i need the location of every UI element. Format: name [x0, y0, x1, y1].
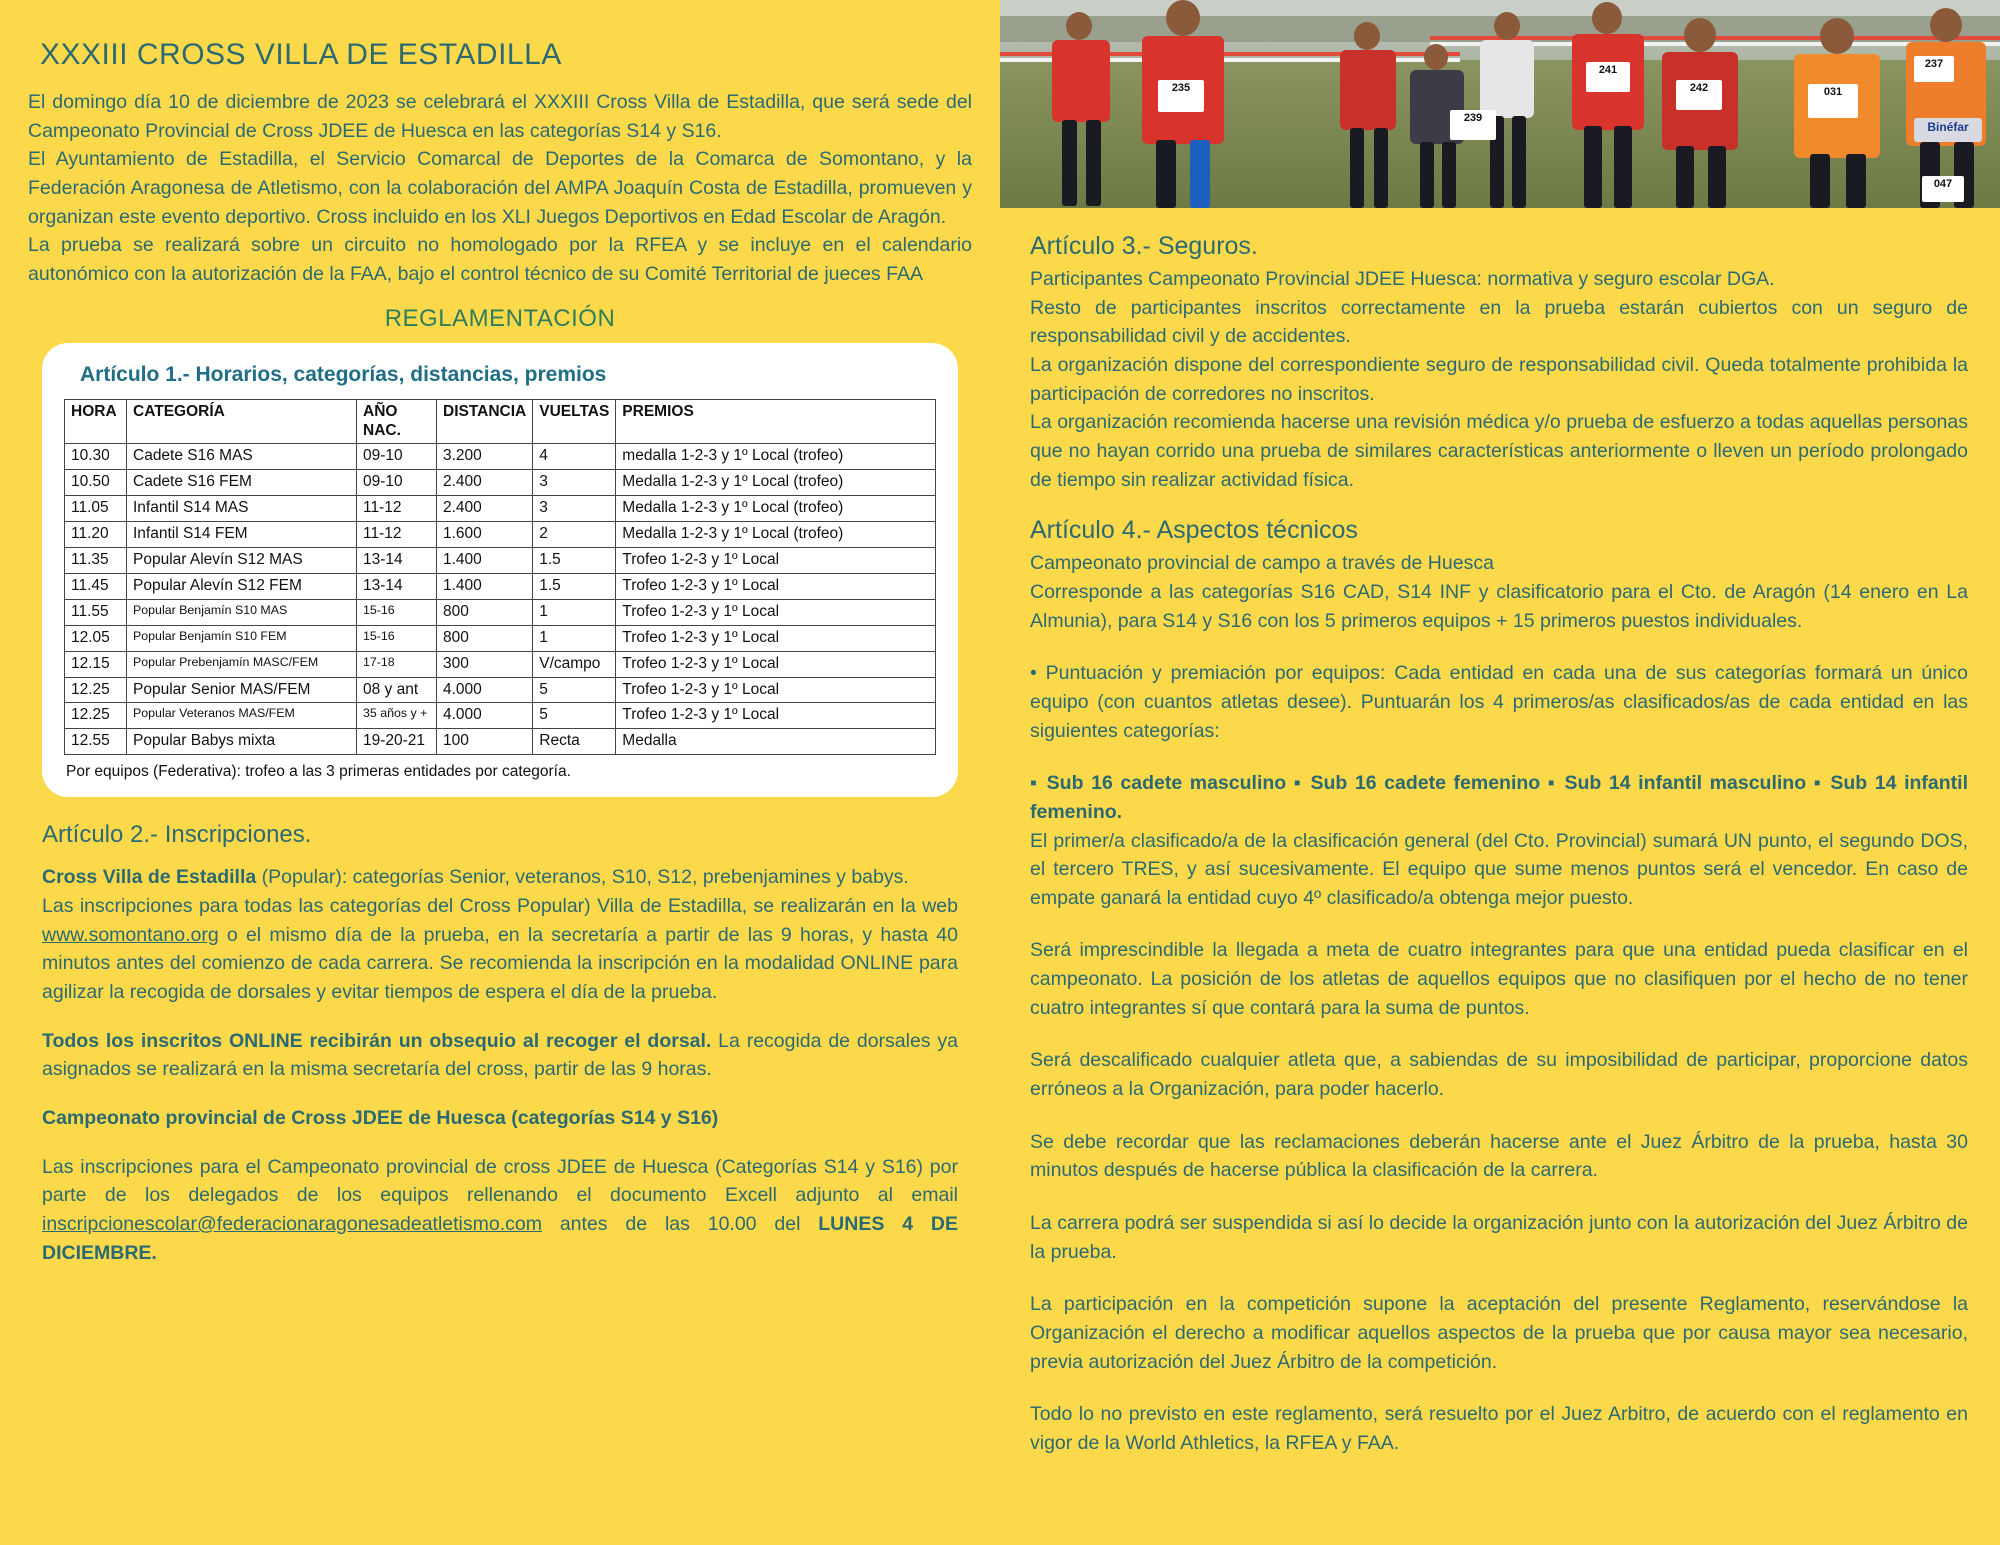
runner-head [1424, 44, 1448, 70]
article2-paragraph-4 [42, 1104, 958, 1133]
cell-categoria: Infantil S14 MAS [127, 496, 357, 522]
col-anio-nac: AÑO NAC. [357, 399, 437, 444]
article2-paragraph-1 [42, 863, 958, 892]
somontano-link[interactable]: www.somontano.org [42, 923, 219, 946]
article4-paragraph-3: • Puntuación y premiación por equipos: Cada entidad en cada una de sus categorías formará un único equipo (con cuantos atletas desee). Puntuarán los 4 primeros/as clasificados/as de cada entidad en las siguientes categorías: [1030, 662, 1968, 742]
cell-hora: 11.20 [65, 522, 127, 548]
runner-leg-r [1086, 120, 1101, 206]
campeonato-jdee-bold: Campeonato provincial de Cross JDEE de Huesca (categorías S14 y S16) [42, 1106, 719, 1129]
cell-premios: Trofeo 1-2-3 y 1º Local [616, 599, 936, 625]
spacer-e [1030, 1022, 1968, 1046]
runner-leg-l [1350, 128, 1364, 208]
jdee-text-b: antes de las 10.00 del [541, 1212, 819, 1235]
cell-distancia: 2.400 [437, 496, 533, 522]
cell-vueltas: 4 [533, 444, 616, 470]
table-row [65, 599, 936, 625]
runner-leg-r [1374, 128, 1388, 208]
cell-anio: 13-14 [357, 573, 437, 599]
runner-leg-l [1810, 154, 1830, 208]
cell-premios: Trofeo 1-2-3 y 1º Local [616, 548, 936, 574]
cell-premios: medalla 1-2-3 y 1º Local (trofeo) [616, 444, 936, 470]
cell-hora: 11.35 [65, 548, 127, 574]
cell-distancia: 1.400 [437, 548, 533, 574]
table-row [65, 548, 936, 574]
table-row [65, 573, 936, 599]
spacer-a4 [1030, 494, 1968, 516]
cell-anio: 19-20-21 [357, 729, 437, 755]
runner-8 [1440, 88, 1536, 208]
jdee-text-a: Las inscripciones para el Campeonato provincial de cross JDEE de Huesca (Categorías S14 y S16) por parte de los delegados de los equipos rellenando el documento Excell adjunto al email [42, 1155, 958, 1207]
runner-1 [1040, 8, 1130, 208]
runner-9 [1780, 0, 1900, 208]
runner-leg-l [1676, 146, 1694, 208]
runner-7 [1650, 0, 1754, 208]
cell-distancia: 100 [437, 729, 533, 755]
team-categories-list: ▪ Sub 16 cadete masculino ▪ Sub 16 cadete femenino ▪ Sub 14 infantil masculino ▪ Sub 14 infantil femenino. [1030, 772, 1968, 823]
inscripciones-text-b: o el mismo día de la prueba, en la secretaría a partir de las 9 horas, y hasta 40 minutos antes del comienzo de cada carrera. Se recomienda la inscripción en la modalidad ONLINE para agilizar la recogida de dorsales y evitar tiempos de espera el día de la prueba. [42, 923, 958, 1003]
spacer-c [1030, 745, 1968, 769]
cell-categoria: Popular Benjamín S10 MAS [127, 599, 357, 625]
cell-distancia: 1.400 [437, 573, 533, 599]
runner-body [1052, 40, 1110, 122]
table-row [65, 677, 936, 703]
runner-head [1354, 22, 1380, 50]
cell-vueltas: 5 [533, 703, 616, 729]
cell-categoria: Popular Alevín S12 FEM [127, 573, 357, 599]
spacer-b [1030, 635, 1968, 659]
cell-hora: 12.15 [65, 651, 127, 677]
runner-10 [1896, 0, 2000, 208]
runner-bib: 237 [1914, 56, 1954, 82]
cell-premios: Trofeo 1-2-3 y 1º Local [616, 651, 936, 677]
cell-premios: Trofeo 1-2-3 y 1º Local [616, 625, 936, 651]
cell-hora: 10.50 [65, 470, 127, 496]
cell-categoria: Popular Babys mixta [127, 729, 357, 755]
article4-paragraph-9: La participación en la competición supone la aceptación del presente Reglamento, reservándose la Organización el derecho a modificar aquellos aspectos de la prueba que por causa mayor sea necesario, previa autorización del Juez Árbitro de la competición. [1030, 1293, 1968, 1373]
article2-paragraph-2 [42, 892, 958, 1007]
cell-vueltas: 5 [533, 677, 616, 703]
cell-premios: Medalla 1-2-3 y 1º Local (trofeo) [616, 496, 936, 522]
cell-anio: 35 años y + [357, 703, 437, 729]
article4-heading: Artículo 4.- Aspectos técnicos [1030, 516, 1358, 545]
email-link[interactable]: inscripcionescolar@federacionaragonesadeatletismo.com [42, 1212, 542, 1235]
runner-bib: 241 [1586, 62, 1630, 92]
cell-distancia: 3.200 [437, 444, 533, 470]
article3-paragraph-2: Resto de participantes inscritos correctamente en la prueba estarán cubiertos con un seguro de responsabilidad civil y de accidentes. [1030, 296, 1968, 348]
table-row [65, 470, 936, 496]
cell-distancia: 4.000 [437, 703, 533, 729]
spacer [42, 1007, 958, 1027]
runner-head [1930, 8, 1962, 42]
cell-premios: Medalla [616, 729, 936, 755]
runner-leg-r [1190, 140, 1210, 208]
runner-leg-l [1420, 142, 1434, 208]
table-row [65, 651, 936, 677]
runner-leg-l [1062, 120, 1077, 206]
cell-premios: Medalla 1-2-3 y 1º Local (trofeo) [616, 522, 936, 548]
cell-categoria: Popular Prebenjamín MASC/FEM [127, 651, 357, 677]
col-premios: PREMIOS [616, 399, 936, 444]
cell-premios: Medalla 1-2-3 y 1º Local (trofeo) [616, 470, 936, 496]
schedule-table [64, 399, 936, 756]
intro-paragraph-2: El Ayuntamiento de Estadilla, el Servicio Comarcal de Deportes de la Comarca de Somontano, y la Federación Aragonesa de Atletismo, con la colaboración del AMPA Joaquín Costa de Estadilla, promueven y organizan este evento deportivo. Cross incluido en los XLI Juegos Deportivos en Edad Escolar de Aragón. [28, 148, 972, 228]
runner-leg-r [1708, 146, 1726, 208]
runner-6 [1560, 0, 1660, 208]
cell-anio: 15-16 [357, 625, 437, 651]
cell-anio: 17-18 [357, 651, 437, 677]
cell-distancia: 1.600 [437, 522, 533, 548]
cell-anio: 09-10 [357, 470, 437, 496]
schedule-table-body [65, 444, 936, 755]
cell-premios: Trofeo 1-2-3 y 1º Local [616, 703, 936, 729]
article4-paragraph-7: Se debe recordar que las reclamaciones deberán hacerse ante el Juez Árbitro de la prueba, hasta 30 minutos después de hacerse pública la clasificación de la carrera. [1030, 1130, 1968, 1182]
cell-distancia: 300 [437, 651, 533, 677]
runner-leg-l [1584, 126, 1602, 208]
cell-anio: 11-12 [357, 496, 437, 522]
cell-vueltas: Recta [533, 729, 616, 755]
right-text-body [1000, 208, 2000, 1458]
spacer-2 [42, 1084, 958, 1104]
article1-heading: Artículo 1.- Horarios, categorías, distancias, premios [80, 362, 607, 386]
cell-vueltas: V/campo [533, 651, 616, 677]
spacer-g [1030, 1185, 1968, 1209]
deadline-bold: LUNES 4 DE DICIEMBRE. [42, 1212, 958, 1264]
cell-vueltas: 3 [533, 470, 616, 496]
cell-vueltas: 1.5 [533, 573, 616, 599]
cell-distancia: 4.000 [437, 677, 533, 703]
cell-distancia: 800 [437, 599, 533, 625]
reglamentacion-heading: REGLAMENTACIÓN [384, 304, 616, 332]
runner-2 [1128, 0, 1248, 208]
cell-categoria: Popular Alevín S12 MAS [127, 548, 357, 574]
col-categoria: CATEGORÍA [127, 399, 357, 444]
runner-head [1066, 12, 1092, 40]
article3-heading: Artículo 3.- Seguros. [1030, 232, 1258, 260]
table-row [65, 729, 936, 755]
article2-paragraph-3 [42, 1027, 958, 1084]
cell-categoria: Popular Senior MAS/FEM [127, 677, 357, 703]
cell-hora: 12.55 [65, 729, 127, 755]
spacer-i [1030, 1376, 1968, 1400]
table-footnote: Por equipos (Federativa): trofeo a las 3 primeras entidades por categoría. [66, 763, 571, 781]
cell-premios: Trofeo 1-2-3 y 1º Local [616, 573, 936, 599]
online-gift-bold: Todos los inscritos ONLINE recibirán un obsequio al recoger el dorsal. [42, 1029, 712, 1052]
inscripciones-text-a: Las inscripciones para todas las categorías del Cross Popular) Villa de Estadilla, se realizarán en la web [42, 894, 958, 917]
cell-vueltas: 1.5 [533, 548, 616, 574]
spacer-d [1030, 912, 1968, 936]
article4-paragraph-8: La carrera podrá ser suspendida si así lo decide la organización junto con la autorización del Juez Árbitro de la prueba. [1030, 1212, 1968, 1263]
runner-bib: 235 [1158, 80, 1204, 112]
runner-head [1684, 18, 1716, 52]
table-row [65, 496, 936, 522]
cell-distancia: 2.400 [437, 470, 533, 496]
cross-name-rest: (Popular): categorías Senior, veteranos, S10, S12, prebenjamines y babys. [256, 866, 909, 889]
cell-anio: 09-10 [357, 444, 437, 470]
cell-hora: 12.25 [65, 703, 127, 729]
cell-distancia: 800 [437, 625, 533, 651]
intro-block [28, 88, 972, 289]
article3-paragraph-1: Participantes Campeonato Provincial JDEE Huesca: normativa y seguro escolar DGA. [1030, 268, 1775, 290]
table-row [65, 444, 936, 470]
cell-anio: 11-12 [357, 522, 437, 548]
article2-paragraph-5 [42, 1153, 958, 1268]
runner-body [1340, 50, 1396, 130]
col-distancia: DISTANCIA [437, 399, 533, 444]
cell-vueltas: 3 [533, 496, 616, 522]
cell-hora: 11.55 [65, 599, 127, 625]
sponsor-label: Binéfar [1914, 118, 1982, 142]
cell-hora: 11.05 [65, 496, 127, 522]
online-gift-rest: La recogida de dorsales ya asignados se realizará en la misma secretaría del cross, partir de las 9 horas. [42, 1029, 958, 1081]
runner-bib: 239 [1450, 110, 1496, 140]
runner-leg-r [1846, 154, 1866, 208]
runner-head [1820, 18, 1854, 54]
table-row [65, 703, 936, 729]
cell-hora: 12.05 [65, 625, 127, 651]
cell-hora: 11.45 [65, 573, 127, 599]
cell-categoria: Cadete S16 FEM [127, 470, 357, 496]
right-column [1000, 0, 2000, 1545]
cell-categoria: Popular Benjamín S10 FEM [127, 625, 357, 651]
runner-bib: 242 [1676, 80, 1722, 110]
cross-race-photo [1000, 0, 2000, 208]
spacer-3 [42, 1133, 958, 1153]
runner-bib: 047 [1922, 176, 1964, 202]
intro-paragraph-3: La prueba se realizará sobre un circuito no homologado por la RFEA y se incluye en el calendario autonómico con la autorización de la FAA, bajo el control técnico de su Comité Territorial de jueces FAA [28, 234, 972, 285]
col-hora: HORA [65, 399, 127, 444]
cell-hora: 12.25 [65, 677, 127, 703]
cell-vueltas: 2 [533, 522, 616, 548]
cell-anio: 15-16 [357, 599, 437, 625]
runner-head [1494, 12, 1520, 40]
article3-paragraph-4: La organización recomienda hacerse una revisión médica y/o prueba de esfuerzo a todas aquellas personas que no hayan corrido una prueba de similares características anteriormente o lleven un período prolongado de tiempo sin realizar actividad física. [1030, 411, 1968, 491]
spacer-h [1030, 1266, 1968, 1290]
page-title: XXXIII CROSS VILLA DE ESTADILLA [40, 38, 562, 71]
article2-heading: Artículo 2.- Inscripciones. [42, 821, 312, 849]
runner-leg-l [1156, 140, 1176, 208]
runner-bib: 031 [1808, 84, 1858, 118]
spacer-f [1030, 1104, 1968, 1128]
runner-leg-r [1614, 126, 1632, 208]
table-header-row [65, 399, 936, 444]
col-vueltas: VUELTAS [533, 399, 616, 444]
cell-categoria: Popular Veteranos MAS/FEM [127, 703, 357, 729]
cross-name-bold: Cross Villa de Estadilla [42, 866, 257, 889]
article4-paragraph-10: Todo lo no previsto en este reglamento, será resuelto por el Juez Arbitro, de acuerdo con el reglamento en vigor de la World Athletics, la RFEA y FAA. [1030, 1403, 1968, 1454]
cell-anio: 08 y ant [357, 677, 437, 703]
runner-head [1166, 0, 1200, 36]
runner-head [1592, 2, 1622, 34]
cell-categoria: Cadete S16 MAS [127, 444, 357, 470]
cell-vueltas: 1 [533, 625, 616, 651]
cell-hora: 10.30 [65, 444, 127, 470]
intro-paragraph-1: El domingo día 10 de diciembre de 2023 se celebrará el XXXIII Cross Villa de Estadilla, que será sede del Campeonato Provincial de Cross JDEE de Huesca en las categorías S14 y S16. [28, 91, 972, 142]
cell-anio: 13-14 [357, 548, 437, 574]
table-row [65, 522, 936, 548]
article4-paragraph-6: Será descalificado cualquier atleta que, a sabiendas de su imposibilidad de participar, proporcione datos erróneos a la Organización, para poder hacerlo. [1030, 1049, 1968, 1101]
cell-premios: Trofeo 1-2-3 y 1º Local [616, 677, 936, 703]
table-row [65, 625, 936, 651]
article2-block [42, 821, 958, 1267]
cell-vueltas: 1 [533, 599, 616, 625]
cell-categoria: Infantil S14 FEM [127, 522, 357, 548]
schedule-card [42, 343, 958, 798]
article3-paragraph-3: La organización dispone del correspondiente seguro de responsabilidad civil. Queda totalmente prohibida la participación de corredores no inscritos. [1030, 353, 1968, 405]
article4-paragraph-2: Corresponde a las categorías S16 CAD, S14 INF y clasificatorio para el Cto. de Aragón (14 enero en La Almunia), para S14 y S16 con los 5 primeros equipos + 15 primeros puestos individuales. [1030, 580, 1968, 632]
article4-paragraph-5: Será imprescindible la llegada a meta de cuatro integrantes para que una entidad pueda clasificar en el campeonato. La posición de los atletas de aquellos equipos que no clasifiquen por el hecho de no tener cuatro integrantes sí que contará para la suma de puntos. [1030, 939, 1968, 1019]
article4-paragraph-1: Campeonato provincial de campo a través de Huesca [1030, 552, 1494, 575]
article4-paragraph-4: El primer/a clasificado/a de la clasificación general (del Cto. Provincial) sumará UN punto, el segundo DOS, el tercero TRES, y así sucesivamente. El equipo que sume menos puntos será el vencedor. En caso de empate ganará la entidad cuyo 4º clasificado/a obtenga mejor puesto. [1030, 829, 1968, 909]
